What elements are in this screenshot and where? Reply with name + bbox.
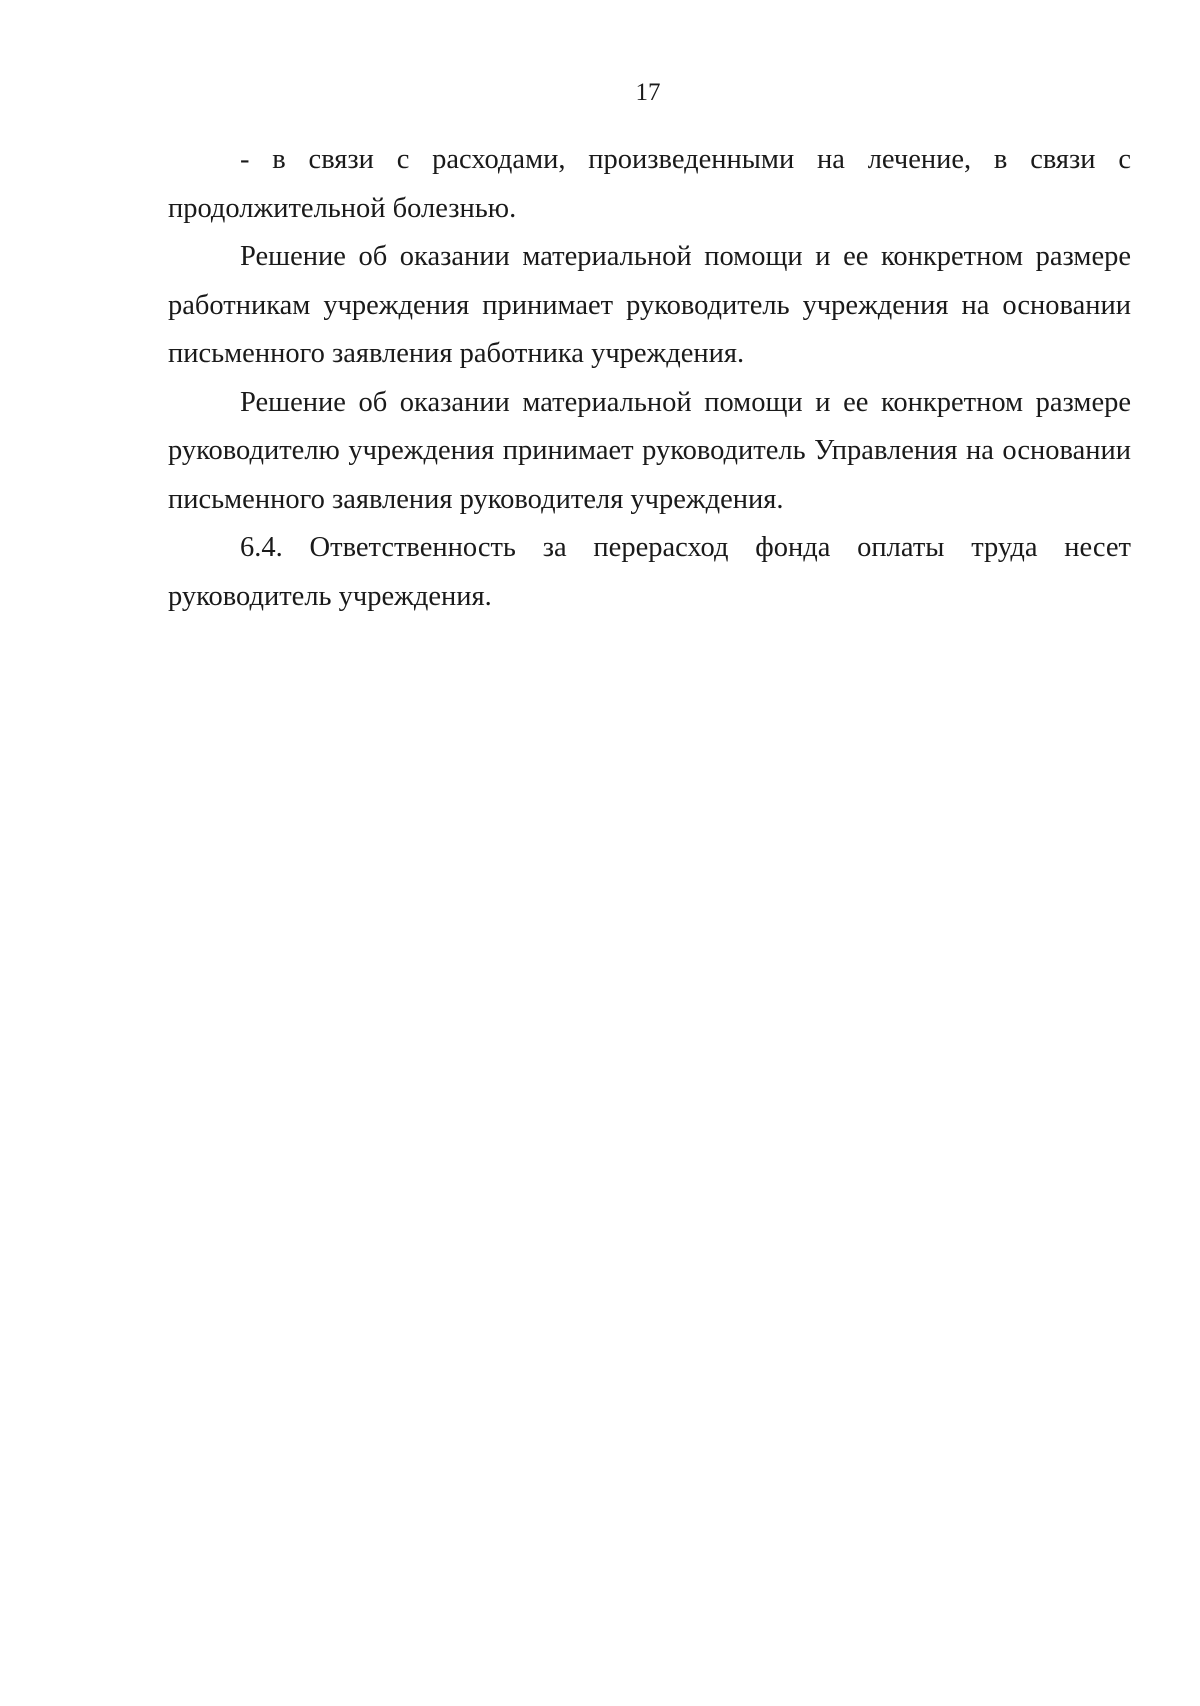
paragraph-medical-expenses: - в связи с расходами, произведенными на лечение, в связи с продолжительной болезнью. (168, 144, 1131, 224)
document-body (168, 136, 1131, 621)
paragraph-director-aid-decision: Решение об оказании материальной помощи и ее конкретном размере руководителю учреждения принимает руководитель Управления на основании письменного заявления руководителя учреждения. (168, 386, 1131, 515)
page-number: 17 (635, 79, 661, 106)
paragraph-responsibility-clause: 6.4. Ответственность за перерасход фонда оплаты труда несет руководитель учреждения. (168, 532, 1131, 612)
paragraph-employee-aid-decision: Решение об оказании материальной помощи и ее конкретном размере работникам учреждения принимает руководитель учреждения на основании письменного заявления работника учреждения. (168, 241, 1131, 369)
